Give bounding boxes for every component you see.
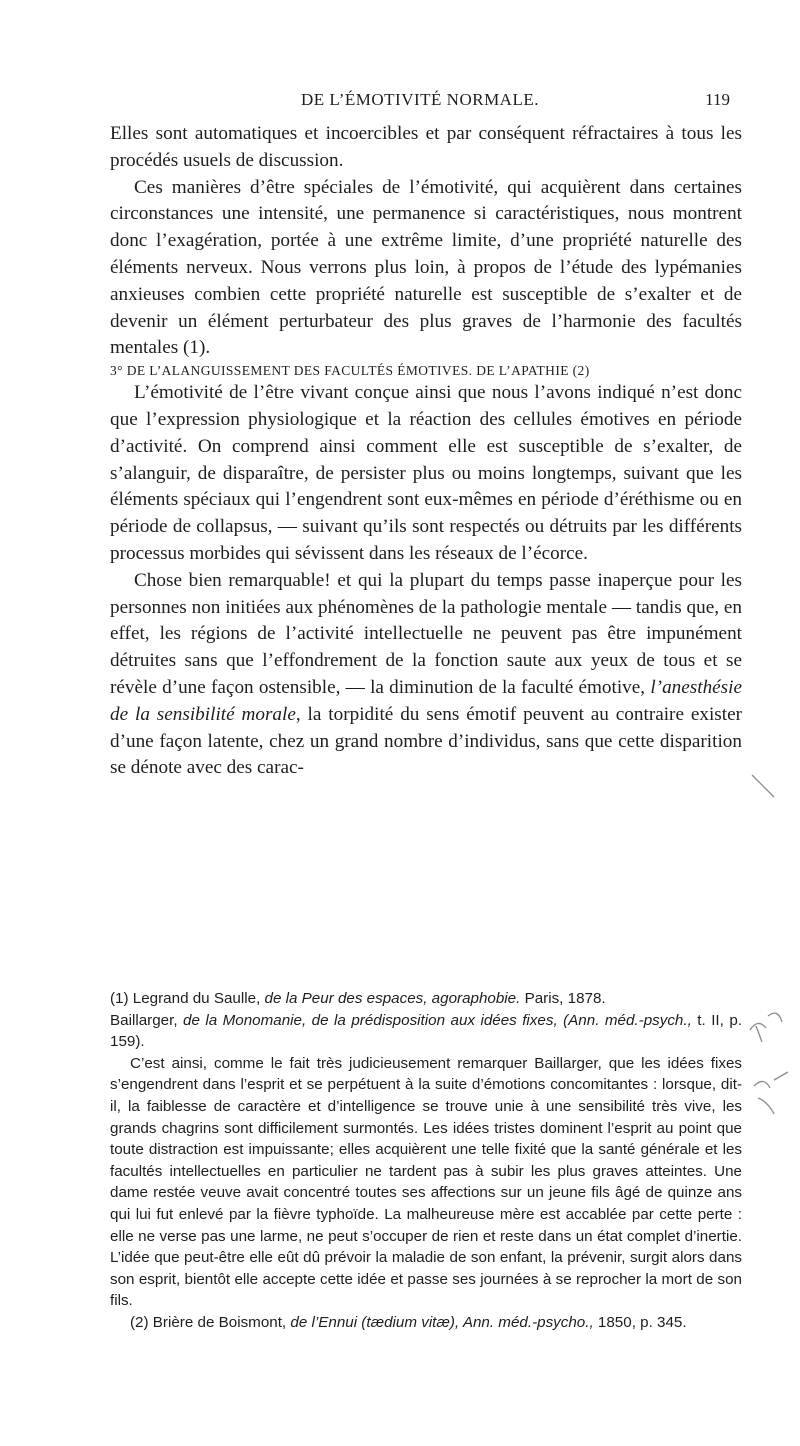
paragraph-1: Elles sont automatiques et incoercibles et par conséquent réfractaires à tous les procédés usuels de discussion.	[110, 123, 742, 171]
footnote-1-line-1	[110, 988, 742, 1010]
paragraph-3: L’émotivité de l’être vivant conçue ainsi que nous l’avons indiqué n’est donc que l’expression physiologique et la réaction des cellules émotives en période d’activité. On comprend ainsi comment elle est susceptible de s’exalter, de s’alanguir, de disparaître, de persister plus ou moins longtemps, suivant que les éléments spéciaux qui l’engendrent sont eux-mêmes en période d’éréthisme ou en période de collapsus, — suivant qu’ils sont respectés ou détruits par les différents processus morbides qui sévissent dans les réseaux de l’écorce.	[110, 382, 742, 564]
footnote-1-title-2: de la Monomanie, de la prédisposition aux idées fixes, (Ann. méd.-psych.,	[183, 1011, 692, 1029]
section-heading: 3° DE L’ALANGUISSEMENT DES FACULTÉS ÉMOTIVES. DE L’APATHIE (2)	[110, 363, 590, 379]
footnote-1-title: de la Peur des espaces, agoraphobie.	[264, 990, 521, 1007]
footnote-1-author: (1) Legrand du Saulle,	[110, 990, 265, 1007]
running-title: DE L’ÉMOTIVITÉ NORMALE.	[301, 90, 539, 109]
paragraph-2: Ces manières d’être spéciales de l’émotivité, qui acquièrent dans certaines circonstances une intensité, une permanence si caractéristiques, nous montrent donc l’exagération, portée à une extrême limite, d’une propriété naturelle des éléments nerveux. Nous verrons plus loin, à propos de l’étude des lypémanies anxieuses combien cette propriété naturelle est susceptible de s’exalter et de devenir un élément perturbateur des plus graves de l’harmonie des facultés mentales (1).	[110, 176, 742, 359]
footnote-2-citation: 1850, p. 345.	[593, 1313, 687, 1331]
paragraph-4-start: Chose bien remarquable! et qui la plupart du temps passe inaperçue pour les personnes non initiées aux phénomènes de la pathologie mentale — tandis que, en effet, les régions de l’activité intellectuelle ne peuvent pas être impunément détruites sans que l’effondrement de la fonction saute aux yeux de tous et se révèle d’une façon ostensible, — la diminution de la faculté émotive,	[110, 569, 742, 698]
footnote-1-paragraph: C’est ainsi, comme le fait très judicieusement remarquer Baillarger, que les idées fixes s’engendrent dans l’esprit et se perpétuent à la suite d’émotions concomitantes : lorsque, dit-il, la faiblesse de caractère et d’intelligence se trouve unie à une sensibilité très vive, les grands chagrins sont difficilement surmontés. Les idées tristes dominent l’esprit au point que toute distraction est impuissante; elles acquièrent une telle fixité que la santé générale et les facultés intellectuelles en particulier ne tardent pas à subir les plus graves atteintes. Une dame restée veuve avait concentré toutes ses affections sur un jeune fils âgé de quinze ans qui lui fut enlevé par la fièvre typhoïde. La malheureuse mère est accablée par cette perte : elle ne verse pas une larme, ne peut s’occuper de rien et reste dans un état complet d’inertie. L’idée que peut-être elle eût dû prévoir la maladie de son enfant, la prévenir, surgit alors dans son esprit, bientôt elle accepte cette idée et passe ses journées à se reprocher la mort de son fils.	[110, 1054, 742, 1310]
running-head	[110, 90, 730, 114]
footnote-1-author-2: Baillarger,	[110, 1011, 183, 1029]
footnote-2-title: de l’Ennui (tædium vitæ), Ann. méd.-psycho.,	[290, 1313, 594, 1331]
footnote-1-line-2	[110, 1010, 742, 1053]
footnote-2-author: (2) Brière de Boismont,	[130, 1313, 291, 1331]
paragraph-4-end: , la torpidité du sens émotif peuvent au contraire exister d’une façon latente, chez un grand nombre d’individus, sans que cette disparition se dénote avec des carac-	[110, 703, 742, 779]
page-number: 119	[705, 90, 730, 109]
footnote-1-volume: t. II, p. 159).	[110, 1011, 742, 1051]
paragraph-4	[110, 568, 742, 782]
main-text	[110, 121, 742, 782]
footnote-1-place: Paris, 1878.	[520, 990, 606, 1007]
paragraph-4-italic: l’anesthésie de la sensibilité morale	[110, 676, 742, 725]
footnotes	[110, 988, 742, 1334]
pencil-margin-marks	[748, 750, 796, 1120]
footnote-2	[110, 1312, 742, 1334]
